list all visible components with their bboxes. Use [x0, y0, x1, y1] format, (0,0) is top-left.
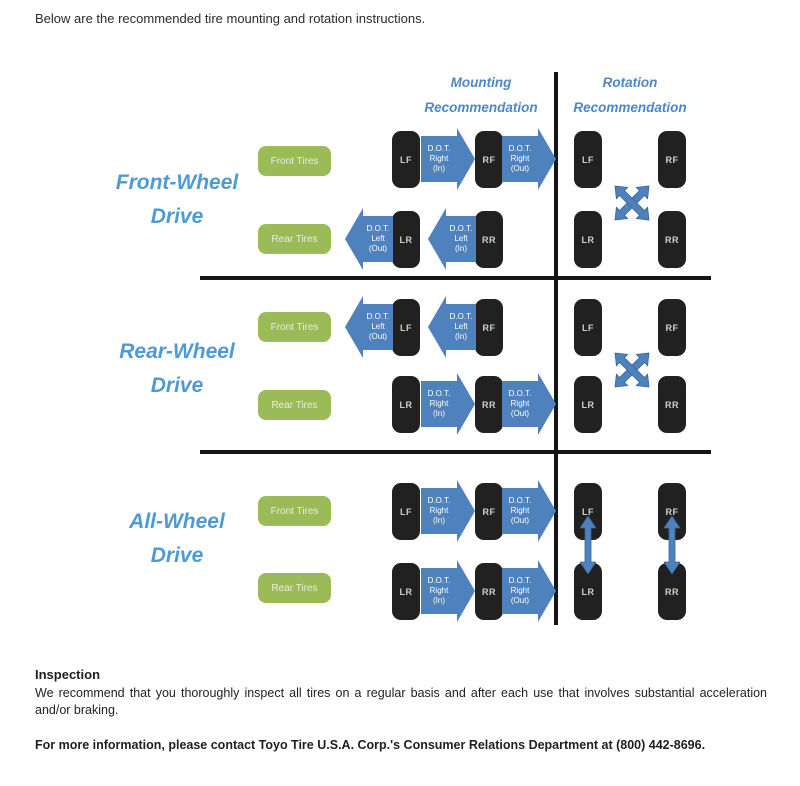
arrow-text: D.O.T. [449, 312, 473, 321]
tire-lr: LR [574, 376, 602, 433]
arrow-text: D.O.T. [427, 496, 451, 505]
tire-rr: RR [658, 563, 686, 620]
arrow-dot-right-in [421, 560, 475, 622]
arrow-text: D.O.T. [508, 576, 532, 585]
tire-rf: RF [658, 299, 686, 356]
tire-lr: LR [574, 563, 602, 620]
arrow-head-icon [538, 128, 556, 190]
arrow-text: D.O.T. [449, 224, 473, 233]
arrow-head-icon [457, 480, 475, 542]
arrow-text: (In) [433, 164, 445, 173]
arrow-text: (Out) [368, 244, 388, 253]
arrow-dot-left-out [345, 296, 393, 358]
drive-label-line: Drive [150, 205, 204, 228]
tire-rf: RF [658, 131, 686, 188]
header-line: Mounting [450, 75, 512, 90]
mounting-recommendation-header [401, 70, 561, 120]
tire-lf: LF [392, 131, 420, 188]
arrow-text: Right [429, 586, 449, 595]
tire-lr: LR [392, 376, 420, 433]
arrow-body [502, 568, 538, 614]
arrow-text: (Out) [510, 516, 530, 525]
arrow-head-icon [428, 208, 446, 270]
tire-rr: RR [658, 376, 686, 433]
tire-rr: RR [475, 376, 503, 433]
header-line: Recommendation [573, 100, 687, 115]
tire-rf: RF [475, 483, 503, 540]
row-divider-line-2 [200, 450, 711, 454]
arrow-head-icon [457, 373, 475, 435]
drive-label-all-wheel [92, 505, 262, 573]
arrow-body [502, 381, 538, 427]
arrow-dot-left-out [345, 208, 393, 270]
drive-label-line: Drive [150, 374, 204, 397]
arrow-body [421, 568, 457, 614]
arrow-text: (In) [433, 516, 445, 525]
tire-lr: LR [392, 211, 420, 268]
tire-rf: RF [658, 483, 686, 540]
tire-rr: RR [658, 211, 686, 268]
arrow-text: (In) [455, 332, 467, 341]
drive-label-line: Front-Wheel [115, 171, 239, 194]
arrow-head-icon [457, 128, 475, 190]
row-divider-line-1 [200, 276, 711, 280]
front-tires-box: Front Tires [258, 312, 331, 342]
arrow-text: Right [510, 154, 530, 163]
arrow-text: D.O.T. [427, 389, 451, 398]
rotation-cross-arrows-icon [609, 180, 655, 226]
tire-rf: RF [475, 299, 503, 356]
rotation-cross-arrows-icon [609, 347, 655, 393]
arrow-text: Right [510, 399, 530, 408]
arrow-text: (In) [433, 409, 445, 418]
arrow-text: (In) [455, 244, 467, 253]
arrow-text: (Out) [510, 164, 530, 173]
arrow-head-icon [345, 208, 363, 270]
intro-text: Below are the recommended tire mounting and rotation instructions. [35, 11, 426, 26]
arrow-head-icon [538, 373, 556, 435]
arrow-body [421, 381, 457, 427]
arrow-text: D.O.T. [508, 496, 532, 505]
arrow-body [446, 304, 476, 350]
arrow-dot-right-in [421, 128, 475, 190]
rotation-vertical-arrow-icon [664, 516, 680, 574]
arrow-dot-right-out [502, 373, 556, 435]
arrow-text: Left [371, 234, 385, 243]
footer-text-block [35, 666, 767, 754]
tire-lr: LR [574, 211, 602, 268]
tire-lf: LF [392, 483, 420, 540]
arrow-text: Right [510, 506, 530, 515]
arrow-head-icon [457, 560, 475, 622]
rear-tires-box: Rear Tires [258, 573, 331, 603]
header-line: Rotation [602, 75, 658, 90]
tire-rr: RR [475, 563, 503, 620]
arrow-text: (In) [433, 596, 445, 605]
arrow-dot-left-in [428, 296, 476, 358]
header-line: Recommendation [424, 100, 538, 115]
drive-label-line: All-Wheel [129, 510, 225, 533]
arrow-text: D.O.T. [508, 389, 532, 398]
arrow-text: Left [371, 322, 385, 331]
tire-rf: RF [475, 131, 503, 188]
tire-rr: RR [475, 211, 503, 268]
arrow-text: D.O.T. [427, 576, 451, 585]
arrow-dot-right-in [421, 480, 475, 542]
arrow-dot-right-in [421, 373, 475, 435]
arrow-body [363, 304, 393, 350]
arrow-text: D.O.T. [508, 144, 532, 153]
arrow-body [421, 488, 457, 534]
front-tires-box: Front Tires [258, 496, 331, 526]
inspection-heading: Inspection [35, 667, 101, 682]
rear-tires-box: Rear Tires [258, 224, 331, 254]
tire-lr: LR [392, 563, 420, 620]
arrow-text: Left [454, 234, 468, 243]
arrow-head-icon [538, 480, 556, 542]
contact-paragraph: For more information, please contact Toyo Tire U.S.A. Corp.'s Consumer Relations Department at (800) 442-8696. [35, 738, 706, 752]
arrow-text: Right [429, 506, 449, 515]
arrow-text: D.O.T. [366, 224, 390, 233]
arrow-body [502, 488, 538, 534]
arrow-text: Right [429, 154, 449, 163]
tire-lf: LF [392, 299, 420, 356]
arrow-text: Left [454, 322, 468, 331]
rotation-vertical-arrow-icon [580, 516, 596, 574]
drive-label-front-wheel [92, 166, 262, 234]
rotation-recommendation-header [550, 70, 710, 120]
arrow-dot-right-out [502, 560, 556, 622]
arrow-body [502, 136, 538, 182]
tire-lf: LF [574, 483, 602, 540]
arrow-dot-right-out [502, 480, 556, 542]
arrow-text: Right [429, 399, 449, 408]
arrow-text: (Out) [510, 596, 530, 605]
front-tires-box: Front Tires [258, 146, 331, 176]
drive-label-line: Rear-Wheel [119, 340, 235, 363]
arrow-body [421, 136, 457, 182]
arrow-dot-left-in [428, 208, 476, 270]
arrow-head-icon [538, 560, 556, 622]
tire-lf: LF [574, 299, 602, 356]
arrow-text: (Out) [368, 332, 388, 341]
arrow-head-icon [345, 296, 363, 358]
arrow-text: (Out) [510, 409, 530, 418]
arrow-head-icon [428, 296, 446, 358]
arrow-body [363, 216, 393, 262]
rear-tires-box: Rear Tires [258, 390, 331, 420]
inspection-paragraph: We recommend that you thoroughly inspect all tires on a regular basis and after each use that involves substantial acceleration and/or braking. [35, 686, 767, 717]
drive-label-rear-wheel [92, 335, 262, 403]
arrow-text: Right [510, 586, 530, 595]
tire-lf: LF [574, 131, 602, 188]
drive-label-line: Drive [150, 544, 204, 567]
arrow-body [446, 216, 476, 262]
arrow-dot-right-out [502, 128, 556, 190]
arrow-text: D.O.T. [366, 312, 390, 321]
arrow-text: D.O.T. [427, 144, 451, 153]
